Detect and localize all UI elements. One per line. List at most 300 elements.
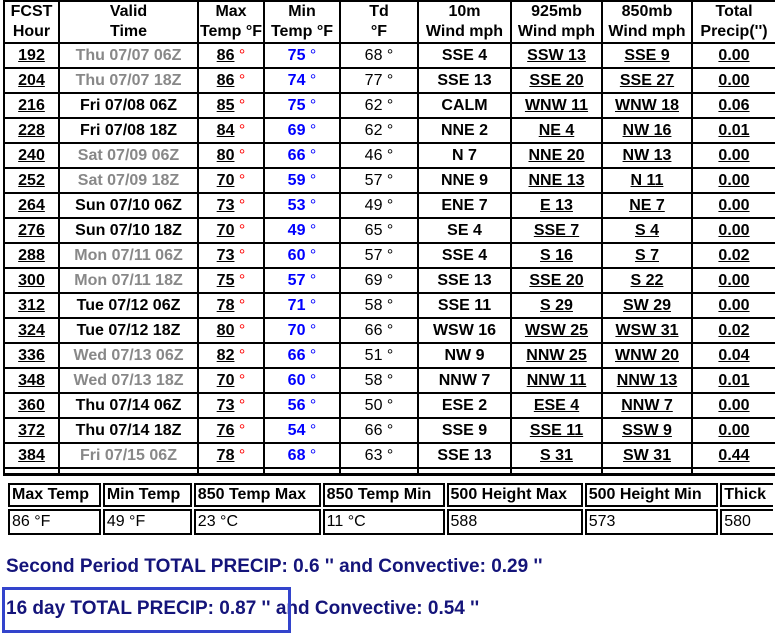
forecast-hour-link[interactable]: 216	[5, 94, 60, 119]
degree-symbol: °	[305, 97, 317, 114]
column-header-line: Valid	[109, 3, 148, 20]
wind-850mb-link[interactable]: SSW 9	[603, 419, 693, 444]
summary-value: 11 °C	[323, 509, 445, 535]
summary-label: 850 Temp Max	[194, 483, 321, 507]
column-header	[603, 2, 693, 44]
table-row	[5, 94, 775, 119]
wind-10m: NNE 2	[419, 119, 512, 144]
min-temp-value: 60	[287, 247, 306, 264]
degree-symbol: °	[305, 297, 317, 314]
column-header-line: Hour	[12, 23, 51, 40]
forecast-hour-link[interactable]: 264	[5, 194, 60, 219]
valid-time: Wed 07/13 18Z	[60, 369, 199, 394]
forecast-table	[3, 0, 775, 476]
max-temp-link[interactable]: 82	[216, 347, 235, 364]
wind-925mb-link[interactable]: S 16	[512, 244, 603, 269]
dewpoint-cell	[341, 419, 419, 444]
summary-table	[6, 481, 775, 537]
degree-symbol: °	[305, 222, 317, 239]
dewpoint-cell	[341, 44, 419, 69]
precip-link[interactable]: 0.00	[693, 194, 775, 219]
max-temp-link[interactable]: 86	[216, 47, 235, 64]
dewpoint-cell	[341, 144, 419, 169]
table-row	[5, 119, 775, 144]
min-temp-cell	[265, 319, 341, 344]
table-row	[5, 169, 775, 194]
dewpoint-value: 58 °	[364, 372, 394, 389]
dewpoint-value: 51 °	[364, 347, 394, 364]
dewpoint-value: 66 °	[364, 322, 394, 339]
min-temp-cell	[265, 444, 341, 469]
column-header-line: 10m	[448, 3, 481, 20]
precip-link[interactable]: 0.00	[693, 144, 775, 169]
forecast-hour-link[interactable]: 204	[5, 69, 60, 94]
header-row	[5, 2, 775, 44]
precip-link[interactable]: 0.00	[693, 219, 775, 244]
column-header-line: Wind mph	[425, 23, 504, 40]
dewpoint-value: 57 °	[364, 172, 394, 189]
dewpoint-value: 62 °	[364, 122, 394, 139]
wind-10m: SSE 4	[419, 244, 512, 269]
degree-symbol: °	[234, 322, 246, 339]
table-row	[5, 419, 775, 444]
min-temp-value: 53	[287, 197, 306, 214]
degree-symbol: °	[305, 372, 317, 389]
max-temp-cell	[199, 119, 265, 144]
summary-label: 500 Height Max	[447, 483, 583, 507]
valid-time: Fri 07/15 06Z	[60, 444, 199, 469]
degree-symbol: °	[305, 422, 317, 439]
min-temp-cell	[265, 344, 341, 369]
max-temp-cell	[199, 94, 265, 119]
valid-time: Thu 07/14 06Z	[60, 394, 199, 419]
wind-10m: CALM	[419, 94, 512, 119]
max-temp-cell	[199, 244, 265, 269]
dewpoint-cell	[341, 69, 419, 94]
precip-link[interactable]: 0.00	[693, 44, 775, 69]
degree-symbol: °	[305, 447, 317, 464]
table-row	[5, 319, 775, 344]
degree-symbol: °	[305, 197, 317, 214]
separator-cell	[265, 469, 341, 476]
precip-link[interactable]: 0.00	[693, 419, 775, 444]
wind-925mb-link[interactable]: E 13	[512, 194, 603, 219]
dewpoint-cell	[341, 194, 419, 219]
dewpoint-cell	[341, 394, 419, 419]
dewpoint-cell	[341, 269, 419, 294]
forecast-hour-link[interactable]: 336	[5, 344, 60, 369]
wind-925mb-link[interactable]: SSW 13	[512, 44, 603, 69]
valid-time: Mon 07/11 06Z	[60, 244, 199, 269]
separator-cell	[5, 469, 60, 476]
max-temp-cell	[199, 269, 265, 294]
wind-850mb-link[interactable]: WNW 20	[603, 344, 693, 369]
wind-925mb-link[interactable]: S 31	[512, 444, 603, 469]
separator-cell	[512, 469, 603, 476]
wind-925mb-link[interactable]: WSW 25	[512, 319, 603, 344]
degree-symbol: °	[234, 347, 246, 364]
column-header-line: FCST	[10, 3, 53, 20]
wind-850mb-link[interactable]: WNW 18	[603, 94, 693, 119]
degree-symbol: °	[234, 197, 246, 214]
column-header-line: Precip('')	[700, 23, 768, 40]
precip-link[interactable]: 0.02	[693, 244, 775, 269]
column-header-line: Temp °F	[199, 23, 263, 40]
degree-symbol: °	[234, 297, 246, 314]
dewpoint-cell	[341, 169, 419, 194]
wind-10m: SSE 9	[419, 419, 512, 444]
min-temp-value: 59	[287, 172, 306, 189]
wind-850mb-link[interactable]: NW 16	[603, 119, 693, 144]
degree-symbol: °	[234, 447, 246, 464]
degree-symbol: °	[305, 397, 317, 414]
wind-850mb-link[interactable]: NW 13	[603, 144, 693, 169]
max-temp-link[interactable]: 78	[216, 297, 235, 314]
degree-symbol: °	[305, 122, 317, 139]
forecast-hour-link[interactable]: 360	[5, 394, 60, 419]
separator-cell	[199, 469, 265, 476]
column-header-line: Min	[288, 3, 316, 20]
wind-10m: SSE 13	[419, 269, 512, 294]
max-temp-cell	[199, 369, 265, 394]
valid-time: Tue 07/12 06Z	[60, 294, 199, 319]
min-temp-value: 75	[287, 47, 306, 64]
min-temp-value: 69	[287, 122, 306, 139]
dewpoint-value: 68 °	[364, 47, 394, 64]
max-temp-link[interactable]: 78	[216, 447, 235, 464]
min-temp-value: 74	[287, 72, 306, 89]
max-temp-link[interactable]: 80	[216, 147, 235, 164]
degree-symbol: °	[234, 47, 246, 64]
wind-10m: ESE 2	[419, 394, 512, 419]
forecast-hour-link[interactable]: 240	[5, 144, 60, 169]
dewpoint-cell	[341, 119, 419, 144]
min-temp-cell	[265, 94, 341, 119]
valid-time: Mon 07/11 18Z	[60, 269, 199, 294]
column-header-line: Temp °F	[270, 23, 334, 40]
table-row	[5, 344, 775, 369]
min-temp-value: 66	[287, 147, 306, 164]
wind-850mb-link[interactable]: SSE 27	[603, 69, 693, 94]
column-header	[419, 2, 512, 44]
wind-850mb-link[interactable]: SW 29	[603, 294, 693, 319]
degree-symbol: °	[234, 247, 246, 264]
min-temp-cell	[265, 44, 341, 69]
valid-time: Thu 07/07 18Z	[60, 69, 199, 94]
column-header-line: Wind mph	[608, 23, 686, 40]
forecast-hour-link[interactable]: 324	[5, 319, 60, 344]
max-temp-link[interactable]: 70	[216, 222, 235, 239]
summary-label: Thick	[720, 483, 773, 507]
wind-850mb-link[interactable]: NNW 7	[603, 394, 693, 419]
precip-link[interactable]: 0.00	[693, 169, 775, 194]
table-row	[5, 369, 775, 394]
precip-link[interactable]: 0.44	[693, 444, 775, 469]
wind-925mb-link[interactable]: S 29	[512, 294, 603, 319]
max-temp-cell	[199, 444, 265, 469]
degree-symbol: °	[234, 72, 246, 89]
min-temp-value: 70	[287, 322, 306, 339]
degree-symbol: °	[234, 147, 246, 164]
wind-925mb-link[interactable]: SSE 20	[512, 69, 603, 94]
max-temp-link[interactable]: 76	[216, 422, 235, 439]
table-row	[5, 144, 775, 169]
precip-link[interactable]: 0.00	[693, 269, 775, 294]
max-temp-link[interactable]: 84	[216, 122, 235, 139]
forecast-hour-link[interactable]: 312	[5, 294, 60, 319]
wind-10m: WSW 16	[419, 319, 512, 344]
wind-850mb-link[interactable]: N 11	[603, 169, 693, 194]
max-temp-cell	[199, 319, 265, 344]
wind-10m: SSE 11	[419, 294, 512, 319]
min-temp-value: 54	[287, 422, 306, 439]
wind-925mb-link[interactable]: NNE 20	[512, 144, 603, 169]
wind-925mb-link[interactable]: SSE 11	[512, 419, 603, 444]
valid-time: Sun 07/10 18Z	[60, 219, 199, 244]
degree-symbol: °	[234, 272, 246, 289]
min-temp-cell	[265, 169, 341, 194]
table-row	[5, 69, 775, 94]
table-row	[5, 444, 775, 469]
max-temp-cell	[199, 169, 265, 194]
dewpoint-value: 63 °	[364, 447, 394, 464]
min-temp-value: 68	[287, 447, 306, 464]
dewpoint-cell	[341, 294, 419, 319]
degree-symbol: °	[234, 397, 246, 414]
wind-850mb-link[interactable]: WSW 31	[603, 319, 693, 344]
dewpoint-cell	[341, 94, 419, 119]
min-temp-cell	[265, 394, 341, 419]
column-header	[693, 2, 775, 44]
wind-10m: NNE 9	[419, 169, 512, 194]
wind-850mb-link[interactable]: S 7	[603, 244, 693, 269]
column-header-line: °F	[370, 23, 388, 40]
dewpoint-value: 62 °	[364, 97, 394, 114]
dewpoint-cell	[341, 444, 419, 469]
valid-time: Thu 07/14 18Z	[60, 419, 199, 444]
max-temp-cell	[199, 419, 265, 444]
summary-label: Max Temp	[8, 483, 101, 507]
wind-850mb-link[interactable]: S 4	[603, 219, 693, 244]
wind-850mb-link[interactable]: NNW 13	[603, 369, 693, 394]
table-separator	[5, 469, 775, 476]
wind-925mb-link[interactable]: ESE 4	[512, 394, 603, 419]
dewpoint-value: 57 °	[364, 247, 394, 264]
max-temp-cell	[199, 44, 265, 69]
wind-925mb-link[interactable]: WNW 11	[512, 94, 603, 119]
precip-link[interactable]: 0.04	[693, 344, 775, 369]
precip-link[interactable]: 0.01	[693, 119, 775, 144]
max-temp-cell	[199, 394, 265, 419]
column-header-line: Wind mph	[517, 23, 596, 40]
column-header-line: 925mb	[531, 3, 582, 20]
degree-symbol: °	[234, 122, 246, 139]
summary-labels-row	[8, 483, 773, 507]
wind-850mb-link[interactable]: SSE 9	[603, 44, 693, 69]
separator-cell	[693, 469, 775, 476]
precip-link[interactable]: 0.01	[693, 369, 775, 394]
table-row	[5, 269, 775, 294]
column-header	[199, 2, 265, 44]
precip-link[interactable]: 0.00	[693, 69, 775, 94]
wind-10m: SSE 4	[419, 44, 512, 69]
summary-value: 580	[720, 509, 773, 535]
max-temp-cell	[199, 294, 265, 319]
wind-850mb-link[interactable]: SW 31	[603, 444, 693, 469]
wind-10m: N 7	[419, 144, 512, 169]
degree-symbol: °	[305, 322, 317, 339]
valid-time: Fri 07/08 06Z	[60, 94, 199, 119]
wind-10m: NNW 7	[419, 369, 512, 394]
max-temp-link[interactable]: 73	[216, 397, 235, 414]
column-header	[60, 2, 199, 44]
dewpoint-value: 49 °	[364, 197, 394, 214]
wind-925mb-link[interactable]: SSE 20	[512, 269, 603, 294]
forecast-hour-link[interactable]: 300	[5, 269, 60, 294]
dewpoint-cell	[341, 244, 419, 269]
dewpoint-value: 50 °	[364, 397, 394, 414]
dewpoint-value: 77 °	[364, 72, 394, 89]
forecast-hour-link[interactable]: 276	[5, 219, 60, 244]
max-temp-cell	[199, 69, 265, 94]
separator-cell	[603, 469, 693, 476]
wind-925mb-link[interactable]: NNW 11	[512, 369, 603, 394]
valid-time: Fri 07/08 18Z	[60, 119, 199, 144]
forecast-hour-link[interactable]: 348	[5, 369, 60, 394]
degree-symbol: °	[234, 172, 246, 189]
summary-value: 23 °C	[194, 509, 321, 535]
valid-time: Sat 07/09 06Z	[60, 144, 199, 169]
forecast-hour-link[interactable]: 228	[5, 119, 60, 144]
min-temp-cell	[265, 69, 341, 94]
max-temp-link[interactable]: 75	[216, 272, 235, 289]
dewpoint-value: 69 °	[364, 272, 394, 289]
max-temp-cell	[199, 194, 265, 219]
max-temp-cell	[199, 219, 265, 244]
min-temp-cell	[265, 269, 341, 294]
precip-link[interactable]: 0.00	[693, 394, 775, 419]
wind-10m: SE 4	[419, 219, 512, 244]
max-temp-link[interactable]: 86	[216, 72, 235, 89]
max-temp-cell	[199, 144, 265, 169]
dewpoint-cell	[341, 369, 419, 394]
sixteen-day-total: 16 day TOTAL PRECIP: 0.87 '' and Convective: 0.54 ''	[6, 598, 480, 619]
summary-values-row	[8, 509, 773, 535]
wind-850mb-link[interactable]: NE 7	[603, 194, 693, 219]
table-row	[5, 44, 775, 69]
column-header-line: Max	[215, 3, 247, 20]
wind-925mb-link[interactable]: NNW 25	[512, 344, 603, 369]
column-header	[5, 2, 60, 44]
wind-10m: SSE 13	[419, 444, 512, 469]
precip-link[interactable]: 0.02	[693, 319, 775, 344]
wind-10m: ENE 7	[419, 194, 512, 219]
summary-value: 86 °F	[8, 509, 101, 535]
summary-value: 573	[585, 509, 719, 535]
min-temp-value: 66	[287, 347, 306, 364]
precip-link[interactable]: 0.06	[693, 94, 775, 119]
column-header-line: Time	[109, 23, 148, 40]
dewpoint-value: 58 °	[364, 297, 394, 314]
degree-symbol: °	[305, 347, 317, 364]
valid-time: Tue 07/12 18Z	[60, 319, 199, 344]
min-temp-value: 71	[287, 297, 306, 314]
column-header-line: Td	[369, 3, 389, 20]
column-header-line: 850mb	[621, 3, 673, 20]
min-temp-cell	[265, 119, 341, 144]
dewpoint-cell	[341, 344, 419, 369]
max-temp-link[interactable]: 73	[216, 247, 235, 264]
max-temp-link[interactable]: 70	[216, 172, 235, 189]
min-temp-cell	[265, 419, 341, 444]
dewpoint-value: 66 °	[364, 422, 394, 439]
valid-time: Wed 07/13 06Z	[60, 344, 199, 369]
forecast-hour-link[interactable]: 252	[5, 169, 60, 194]
forecast-hour-link[interactable]: 192	[5, 44, 60, 69]
degree-symbol: °	[305, 247, 317, 264]
degree-symbol: °	[305, 72, 317, 89]
wind-10m: NW 9	[419, 344, 512, 369]
min-temp-value: 49	[287, 222, 306, 239]
column-header-line: Total	[715, 3, 753, 20]
forecast-hour-link[interactable]: 288	[5, 244, 60, 269]
summary-label: 850 Temp Min	[323, 483, 445, 507]
valid-time: Thu 07/07 06Z	[60, 44, 199, 69]
forecast-hour-link[interactable]: 384	[5, 444, 60, 469]
max-temp-link[interactable]: 73	[216, 197, 235, 214]
dewpoint-value: 65 °	[364, 222, 394, 239]
wind-925mb-link[interactable]: NNE 13	[512, 169, 603, 194]
precip-link[interactable]: 0.00	[693, 294, 775, 319]
table-row	[5, 194, 775, 219]
valid-time: Sat 07/09 18Z	[60, 169, 199, 194]
wind-925mb-link[interactable]: NE 4	[512, 119, 603, 144]
separator-cell	[419, 469, 512, 476]
max-temp-link[interactable]: 70	[216, 372, 235, 389]
wind-850mb-link[interactable]: S 22	[603, 269, 693, 294]
highlight-box	[2, 587, 291, 633]
min-temp-cell	[265, 144, 341, 169]
min-temp-cell	[265, 369, 341, 394]
second-period-total: Second Period TOTAL PRECIP: 0.6 '' and Convective: 0.29 ''	[6, 556, 543, 577]
column-header	[265, 2, 341, 44]
table-row	[5, 294, 775, 319]
separator-cell	[341, 469, 419, 476]
wind-925mb-link[interactable]: SSE 7	[512, 219, 603, 244]
min-temp-cell	[265, 294, 341, 319]
forecast-hour-link[interactable]: 372	[5, 419, 60, 444]
separator-cell	[60, 469, 199, 476]
min-temp-value: 56	[287, 397, 306, 414]
summary-value: 588	[447, 509, 583, 535]
max-temp-link[interactable]: 80	[216, 322, 235, 339]
degree-symbol: °	[234, 422, 246, 439]
min-temp-cell	[265, 244, 341, 269]
min-temp-cell	[265, 194, 341, 219]
min-temp-cell	[265, 219, 341, 244]
max-temp-link[interactable]: 85	[216, 97, 235, 114]
valid-time: Sun 07/10 06Z	[60, 194, 199, 219]
degree-symbol: °	[305, 272, 317, 289]
min-temp-value: 57	[287, 272, 306, 289]
degree-symbol: °	[305, 147, 317, 164]
min-temp-value: 75	[287, 97, 306, 114]
wind-10m: SSE 13	[419, 69, 512, 94]
summary-value: 49 °F	[103, 509, 192, 535]
summary-label: 500 Height Min	[585, 483, 719, 507]
column-header	[341, 2, 419, 44]
table-row	[5, 244, 775, 269]
